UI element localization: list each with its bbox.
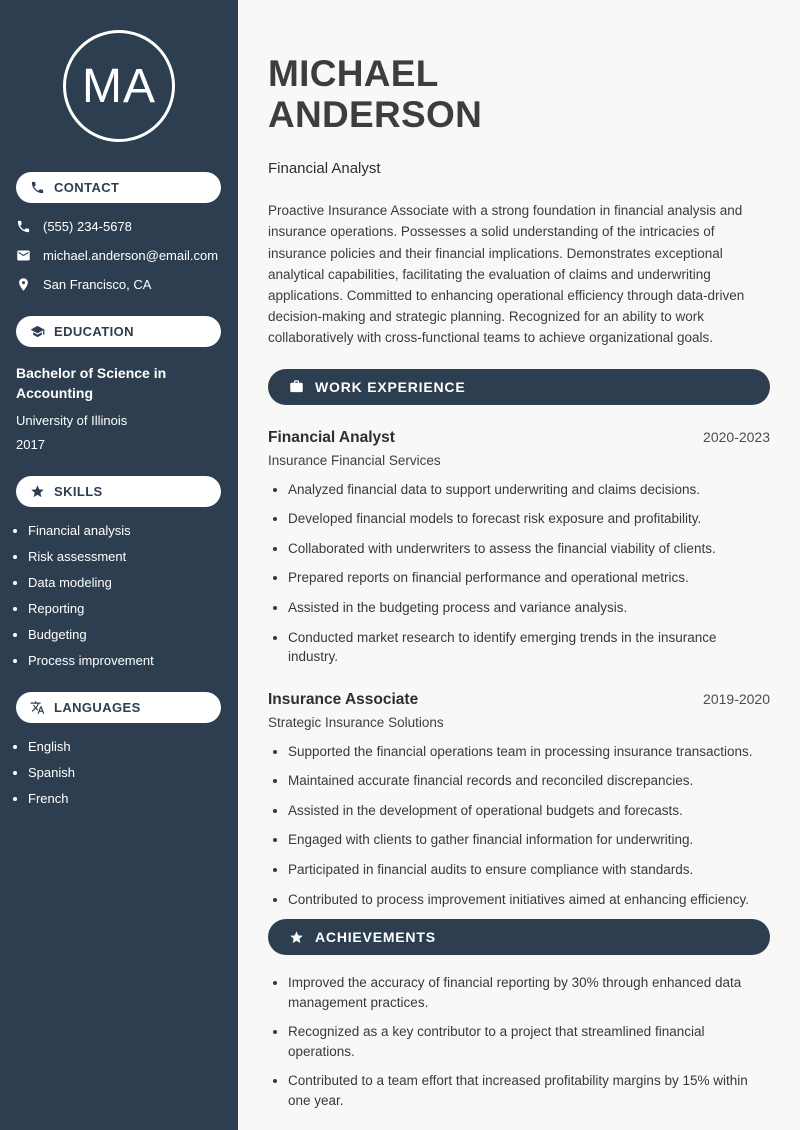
location-pin-icon (16, 277, 31, 292)
skill-item: • Data modeling (28, 575, 238, 590)
phone-icon (30, 180, 45, 195)
experience-entry (268, 691, 770, 909)
experience-bullet: • Conducted market research to identify emerging trends in the insurance industry. (288, 628, 770, 667)
experience-bullet: • Analyzed financial data to support underwriting and claims decisions. (288, 480, 770, 500)
work-experience-section-title: WORK EXPERIENCE (315, 378, 466, 395)
sidebar (0, 0, 238, 1130)
language-item: • English (28, 739, 238, 754)
experience-entry (268, 429, 770, 667)
language-item: • French (28, 791, 238, 806)
candidate-first-name: MICHAEL (268, 52, 439, 94)
avatar (63, 30, 175, 142)
experience-bullet: • Participated in financial audits to ensure compliance with standards. (288, 860, 770, 880)
mail-icon (16, 248, 31, 263)
achievement-bullet: • Improved the accuracy of financial reporting by 30% through enhanced data management practices. (288, 973, 770, 1012)
candidate-job-title: Financial Analyst (268, 160, 381, 178)
experience-bullet: • Supported the financial operations team in processing insurance transactions. (288, 742, 770, 762)
candidate-last-name: ANDERSON (268, 94, 483, 136)
experience-header (268, 429, 770, 447)
skill-item: • Process improvement (28, 653, 238, 668)
experience-header (268, 691, 770, 709)
experience-bullet-list (268, 480, 770, 667)
education-year: 2017 (16, 436, 45, 452)
experience-bullet: • Contributed to process improvement initiatives aimed at enhancing efficiency. (288, 890, 770, 910)
skills-list (0, 523, 238, 668)
education-section-header (16, 316, 221, 347)
phone-value: (555) 234-5678 (43, 219, 132, 234)
skill-item: • Risk assessment (28, 549, 238, 564)
experience-dates: 2019-2020 (703, 690, 770, 707)
experience-bullet: • Prepared reports on financial performance and operational metrics. (288, 568, 770, 588)
experience-company: Strategic Insurance Solutions (268, 714, 444, 730)
skills-section-header (16, 476, 221, 507)
phone-icon (16, 219, 31, 234)
experience-company: Insurance Financial Services (268, 452, 441, 468)
education-school: University of Illinois (16, 412, 128, 428)
translate-icon (30, 700, 45, 715)
experience-dates: 2020-2023 (703, 428, 770, 445)
languages-section-header (16, 692, 221, 723)
achievements-section-header (268, 919, 770, 955)
work-experience-section-header (268, 369, 770, 405)
education-section-title: EDUCATION (54, 324, 134, 339)
graduation-cap-icon (30, 324, 45, 339)
star-icon (289, 930, 304, 945)
experience-bullet: • Developed financial models to forecast risk exposure and profitability. (288, 509, 770, 529)
languages-list (0, 739, 238, 806)
contact-section-title: CONTACT (54, 180, 120, 195)
star-icon (30, 484, 45, 499)
experience-role: Financial Analyst (268, 428, 395, 446)
experience-bullet: • Assisted in the development of operational budgets and forecasts. (288, 801, 770, 821)
experience-bullet-list (268, 742, 770, 909)
location-value: San Francisco, CA (43, 277, 152, 292)
achievement-bullet: • Contributed to a team effort that increased profitability margins by 15% within one year. (288, 1071, 770, 1110)
achievements-section-title: ACHIEVEMENTS (315, 929, 436, 946)
professional-summary: Proactive Insurance Associate with a strong foundation in financial analysis and insurance operations. Possesses a solid understanding of the intricacies of insurance policies and their financial implications. Demonstrates exceptional analytical capabilities, facilitating the evaluation of claims and underwriting applications. Committed to enhancing operational efficiency through data-driven decision-making and strategic planning. Recognized for an ability to work collaboratively with cross-functional teams to achieve organizational goals. (268, 203, 745, 345)
main-content (238, 0, 800, 1130)
email-value: michael.anderson@email.com (43, 248, 219, 263)
experience-bullet: • Assisted in the budgeting process and variance analysis. (288, 598, 770, 618)
candidate-name (268, 53, 770, 136)
experience-bullet: • Collaborated with underwriters to assess the financial viability of clients. (288, 539, 770, 559)
avatar-initials: MA (82, 59, 156, 113)
education-degree: Bachelor of Science in Accounting (16, 365, 167, 402)
achievements-bullet-list (268, 973, 770, 1110)
phone-row (0, 219, 238, 234)
achievement-bullet: • Recognized as a key contributor to a project that streamlined financial operations. (288, 1022, 770, 1061)
languages-section-title: LANGUAGES (54, 699, 141, 715)
language-item: • Spanish (28, 765, 238, 780)
skill-item: • Financial analysis (28, 523, 238, 538)
experience-bullet: • Engaged with clients to gather financial information for underwriting. (288, 830, 770, 850)
contact-section-header (16, 172, 221, 203)
location-row (0, 277, 238, 292)
skill-item: • Reporting (28, 601, 238, 616)
experience-role: Insurance Associate (268, 690, 419, 708)
skill-item: • Budgeting (28, 627, 238, 642)
briefcase-icon (289, 379, 304, 394)
education-entry (0, 363, 238, 452)
skills-section-title: SKILLS (54, 483, 103, 499)
experience-bullet: • Maintained accurate financial records and reconciled discrepancies. (288, 771, 770, 791)
email-row (0, 248, 238, 263)
